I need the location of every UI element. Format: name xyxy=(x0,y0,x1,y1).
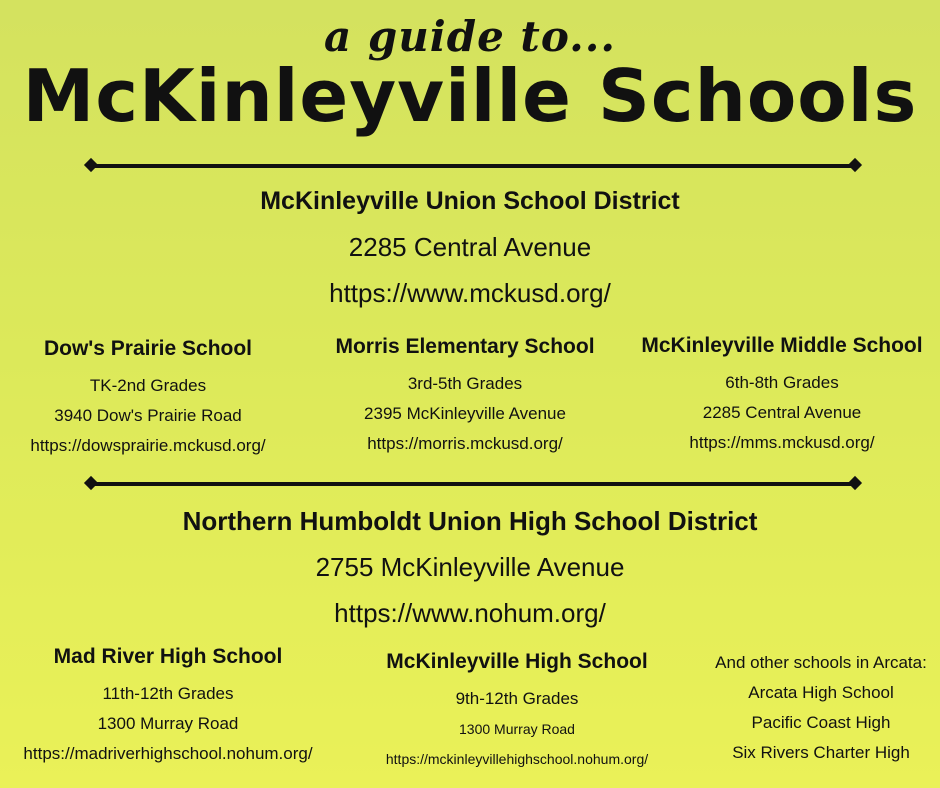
school-grades: 11th-12th Grades xyxy=(102,684,234,703)
school-name: Morris Elementary School xyxy=(335,335,595,358)
middle-divider xyxy=(84,475,862,491)
school-link[interactable]: https://mckinleyvillehighschool.nohum.org/ xyxy=(385,751,649,767)
school-address: 3940 Dow's Prairie Road xyxy=(54,406,242,425)
diamond-icon xyxy=(848,476,862,490)
school-name: Mad River High School xyxy=(53,645,283,668)
school-grades: 6th-8th Grades xyxy=(725,373,839,392)
school-link[interactable]: https://mms.mckusd.org/ xyxy=(689,433,875,452)
school-card-mad-river xyxy=(6,645,330,769)
school-card-morris xyxy=(320,335,610,459)
other-arcata-schools xyxy=(698,648,940,768)
school-link[interactable]: https://madriverhighschool.nohum.org/ xyxy=(23,744,313,763)
other-schools-heading: And other schools in Arcata: xyxy=(715,653,927,672)
school-card-mckinleyville-high xyxy=(366,650,668,774)
school-name: McKinleyville Middle School xyxy=(641,334,923,357)
other-school-item: Six Rivers Charter High xyxy=(732,743,910,762)
top-divider xyxy=(84,157,862,173)
elementary-district-link[interactable]: https://www.mckusd.org/ xyxy=(329,278,611,308)
school-link[interactable]: https://morris.mckusd.org/ xyxy=(367,434,563,453)
school-card-mckinleyville-middle xyxy=(636,334,928,458)
elementary-district-name: McKinleyville Union School District xyxy=(260,187,680,215)
school-address: 2285 Central Avenue xyxy=(702,403,862,422)
page-title: McKinleyville Schools xyxy=(22,54,918,138)
diamond-icon xyxy=(848,158,862,172)
school-grades: TK-2nd Grades xyxy=(89,376,207,395)
school-name: McKinleyville High School xyxy=(386,650,648,673)
other-school-item: Pacific Coast High xyxy=(751,713,891,732)
school-address: 1300 Murray Road xyxy=(459,721,575,737)
high-district-address: 2755 McKinleyville Avenue xyxy=(315,552,625,582)
elementary-district-address: 2285 Central Avenue xyxy=(348,232,592,262)
school-name: Dow's Prairie School xyxy=(43,337,253,360)
other-school-item: Arcata High School xyxy=(748,683,894,702)
school-grades: 9th-12th Grades xyxy=(455,689,579,708)
guide-subtitle: a guide to... xyxy=(324,12,616,61)
high-district-name: Northern Humboldt Union High School District xyxy=(182,506,758,536)
school-address: 2395 McKinleyville Avenue xyxy=(364,404,566,423)
school-link[interactable]: https://dowsprairie.mckusd.org/ xyxy=(30,436,266,455)
school-card-dows-prairie xyxy=(10,337,286,461)
school-grades: 3rd-5th Grades xyxy=(407,374,523,393)
high-district-link[interactable]: https://www.nohum.org/ xyxy=(334,598,606,628)
school-address: 1300 Murray Road xyxy=(97,714,239,733)
